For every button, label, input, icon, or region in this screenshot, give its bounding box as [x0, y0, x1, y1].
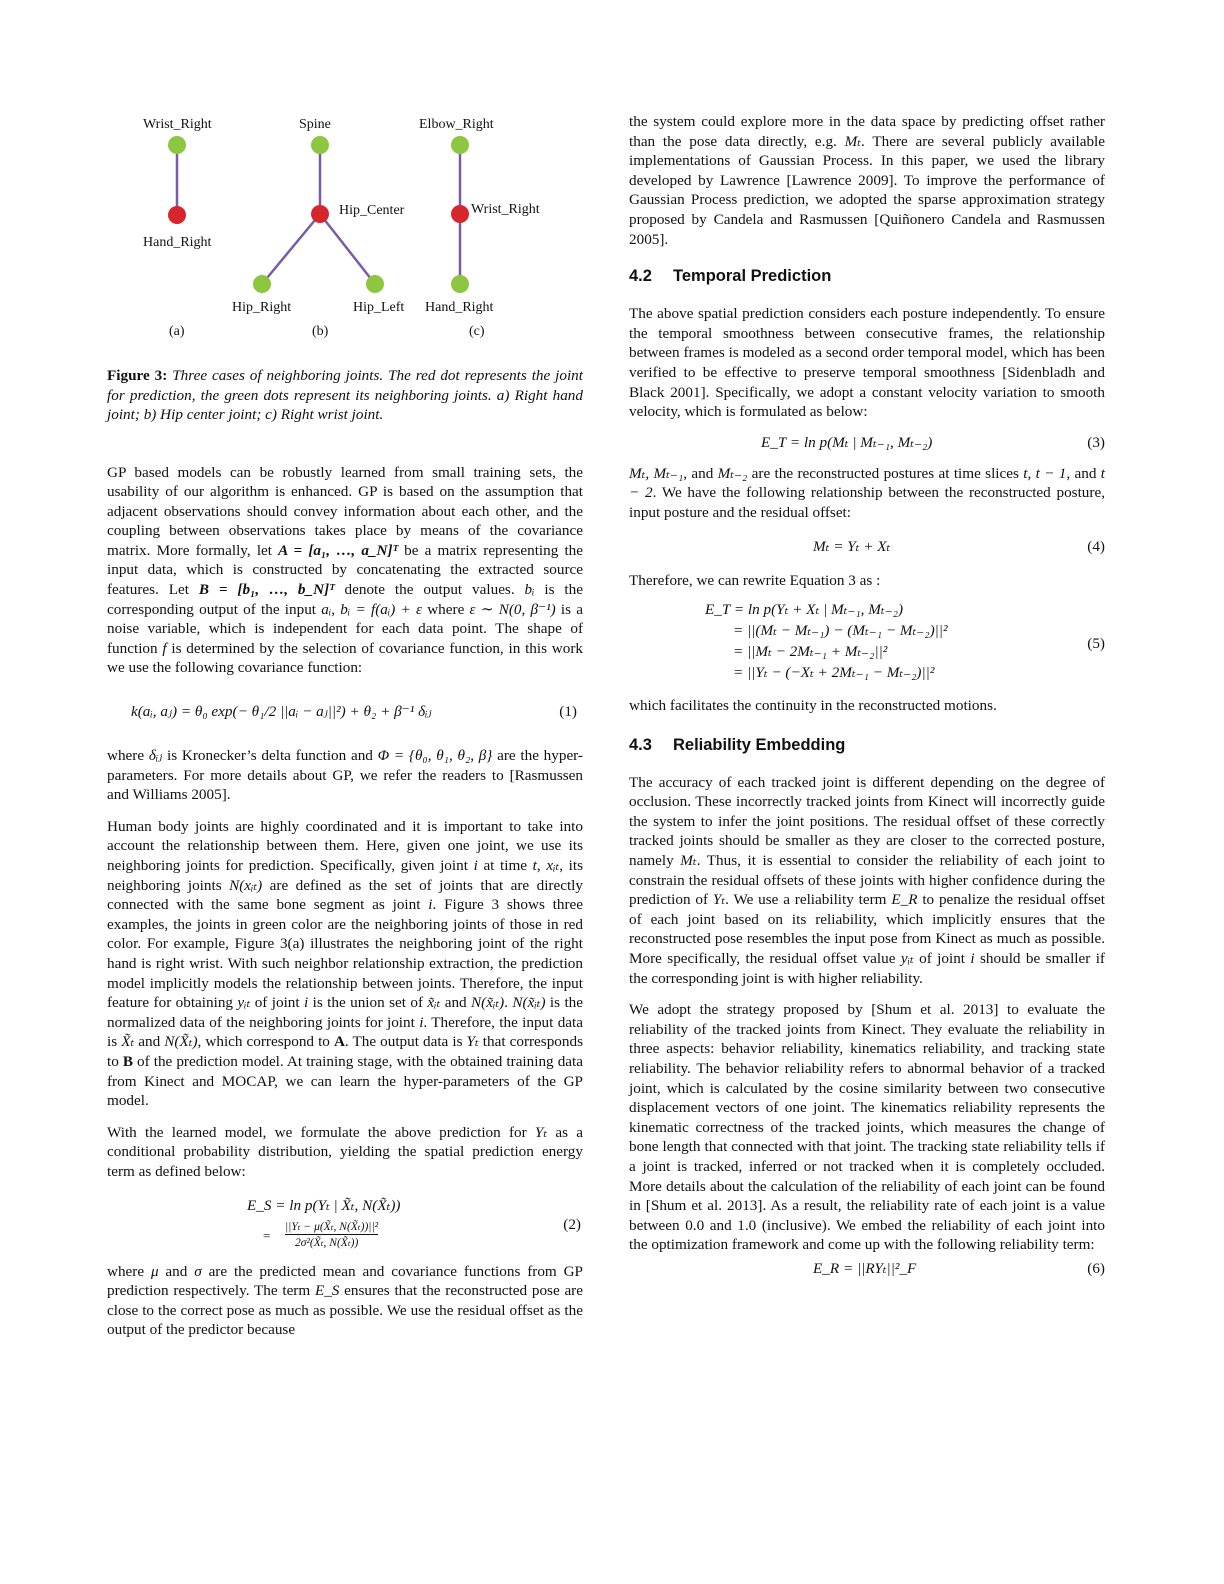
- joint-b-hipleft-green: [366, 275, 384, 293]
- caption-label: Figure 3:: [107, 367, 168, 384]
- sublabel-c: (c): [469, 324, 485, 339]
- paragraph-gp: GP based models can be robustly learned from small training sets, the usability of our algorithm is enhanced. GP is based on the assumption that adjacent observations should convey information about each other, and the coupling between observations takes place by means of the covariance matrix. More formally, let A = [a₁, …, a_N]ᵀ be a matrix representing the input data, which is constructed by concatenating the extracted source features. Let B = [b₁, …, b_N]ᵀ denote the output values. bᵢ is the corresponding output of the input aᵢ, bᵢ = f(aᵢ) + ε where ε ∼ N(0, β⁻¹) is a noise variable, which is independent for each data point. The shape of function f is determined by the selection of covariance function, in this work we use the following covariance function:: [107, 463, 584, 677]
- equation-5-number: (5): [1087, 635, 1105, 653]
- label-b-hipright: Hip_Right: [232, 300, 292, 315]
- paragraph-accuracy: The accuracy of each tracked joint is different depending on the degree of occlusion. These incorrectly tracked joints from Kinect will incorrectly guide the system to infer the joint positions. The residual offset of these correctly tracked joints should be smaller as they are closer to the corrected posture, namely Mₜ. Thus, it is essential to consider the reliability of each joint to constrain the residual offsets of these joints with higher confidence during the prediction of Yₜ. We use a reliability term E_R to penalize the residual offset of each joint based on its reliability, which implicitly ensures that the reconstructed pose resembles the input pose from Kinect as much as possible. More specifically, the residual offset value yᵢₜ of joint i should be smaller if the corresponding joint is with higher reliability.: [629, 773, 1106, 987]
- equation-6: [629, 1257, 1105, 1281]
- equation-3: [629, 428, 1105, 458]
- equation-5: [629, 598, 1105, 690]
- label-b-spine: Spine: [299, 117, 331, 132]
- joint-b-center-red: [311, 205, 329, 223]
- joint-a-hand-red: [168, 206, 186, 224]
- joint-b-spine-green: [311, 136, 329, 154]
- paragraph-offset: the system could explore more in the data space by predicting offset rather than the pose data directly, e.g. Mₜ. There are several publicly available implementations of Gaussian Process. In this paper, we used the library developed by Lawrence [Lawrence 2009]. To improve the performance of Gaussian Process prediction, we adopted the sparse approximation strategy proposed by Candela and Rasmussen [Quiñonero Candela and Rasmussen 2005].: [629, 113, 1105, 248]
- equation-4: [629, 529, 1105, 565]
- joint-diagram: [107, 112, 583, 352]
- joint-c-elbow-green: [451, 136, 469, 154]
- paragraph-neighbors: Human body joints are highly coordinated and it is important to take into account the relationship between them. Here, given one joint, we use its neighboring joints for prediction. Specifically, given joint i at time t, xᵢₜ, its neighboring joints N(xᵢₜ) are defined as the set of joints that are directly connected with the same bone segment as joint i. Figure 3 shows three examples, the joints in green color are the neighboring joints of those in red color. For example, Figure 3(a) illustrates the neighboring joint of the right hand is right wrist. With such neighbor relationship extraction, the prediction model implicitly models the relationship between joints. Therefore, the input feature for obtaining yᵢₜ of joint i is the union set of x̃ᵢₜ and N(x̃ᵢₜ). N(x̃ᵢₜ) is the normalized data of the neighboring joints for joint i. Therefore, the input data is X̃ₜ and N(X̃ₜ), which correspond to A. The output data is Yₜ that corresponds to B of the prediction model. At training stage, with the obtained training data from Kinect and MOCAP, we can learn the hyper-parameters of the GP model.: [107, 817, 584, 1110]
- joint-c-hand-green: [451, 275, 469, 293]
- section-heading-4-3: 4.3 Reliability Embedding: [629, 735, 846, 754]
- paragraph-continuity: which facilitates the continuity in the reconstructed motions.: [629, 697, 997, 715]
- equation-2-line1: E_S = ln p(Yₜ | X̃ₜ, N(X̃ₜ)): [247, 1196, 401, 1214]
- equation-6-number: (6): [1087, 1259, 1105, 1277]
- paragraph-rewrite: Therefore, we can rewrite Equation 3 as :: [629, 571, 881, 589]
- label-c-hand: Hand_Right: [425, 300, 494, 315]
- equation-5-line1: E_T = ln p(Yₜ + Xₜ | Mₜ₋₁, Mₜ₋₂): [705, 601, 904, 619]
- equation-2-number: (2): [563, 1215, 581, 1233]
- label-a-wrist: Wrist_Right: [143, 117, 212, 132]
- equation-1: [107, 692, 583, 732]
- equation-5-line2: = ||(Mₜ − Mₜ₋₁) − (Mₜ₋₁ − Mₜ₋₂)||²: [733, 622, 948, 640]
- paragraph-strategy: We adopt the strategy proposed by [Shum et al. 2013] to evaluate the reliability of the tracked joints from Kinect. They evaluate the reliability in three aspects: behavior reliability, kinematics reliability, and tracking state reliability. The behavior reliability refers to abnormal behavior of a tracked joint, which is calculated by the cosine similarity between two consecutive displacement vectors of one joint. The kinematics reliability represents the kinematic correctness of the tracked joints, which measures the change of bone length that connected with that joint. The tracking state reliability tells if a joint is tracked, inferred or not tracked when it is completely occluded. More details about the calculation of the reliability of each joint can be found in [Shum et al. 2013]. As a result, the reliability rate of each joint is a value between 0.0 and 1.0 (inclusive). We embed the reliability of each joint into the optimization framework and come up with the following reliability term:: [629, 1001, 1105, 1254]
- joint-b-hipright-green: [253, 275, 271, 293]
- figure-3: [107, 112, 583, 352]
- label-b-hipleft: Hip_Left: [353, 300, 405, 315]
- figure-caption: [107, 366, 583, 425]
- equation-1-body: k(aᵢ, aⱼ) = θ₀ exp(− θ₁/2 ||aᵢ − aⱼ||²) + θ₂ + β⁻¹ δᵢⱼ: [131, 703, 432, 721]
- label-b-center: Hip_Center: [339, 203, 405, 218]
- equation-1-number: (1): [559, 703, 577, 721]
- left-column: [107, 112, 583, 1340]
- paragraph-postures: Mₜ, Mₜ₋₁, and Mₜ₋₂ are the reconstructed postures at time slices t, t − 1, and t − 2. We have the following relationship between the reconstructed posture, input posture and the residual offset:: [629, 464, 1105, 521]
- paragraph-spatial: With the learned model, we formulate the above prediction for Yₜ as a conditional probability distribution, yielding the spatial prediction energy term as defined below:: [107, 1123, 583, 1180]
- equation-2: E_S = ln p(Yₜ | X̃ₜ, N(X̃ₜ)) = ||Yₜ − μ(X̃ₜ, N(X̃ₜ))||² 2σ²(X̃ₜ, N(X̃ₜ)) (2): [247, 1196, 581, 1249]
- caption-text: Three cases of neighboring joints. The red dot represents the joint for prediction, the green dots represent its neighboring joints. a) Right hand joint; b) Hip center joint; c) Right wrist joint.: [107, 367, 583, 423]
- equation-2-denominator: 2σ²(X̃ₜ, N(X̃ₜ)): [295, 1236, 359, 1249]
- equation-3-body: E_T = ln p(Mₜ | Mₜ₋₁, Mₜ₋₂): [761, 433, 933, 451]
- equation-2-numerator: ||Yₜ − μ(X̃ₜ, N(X̃ₜ))||²: [285, 1220, 379, 1233]
- equation-4-number: (4): [1087, 537, 1105, 555]
- equation-5-line3: = ||Mₜ − 2Mₜ₋₁ + Mₜ₋₂||²: [733, 643, 888, 661]
- paragraph-mu-sigma: where μ and σ are the predicted mean and covariance functions from GP prediction respectively. The term E_S ensures that the reconstructed pose are close to the correct pose as much as possible. We use the residual offset as the output of the predictor because: [107, 1262, 583, 1339]
- sublabel-a: (a): [169, 324, 185, 339]
- joint-c-wrist-red: [451, 205, 469, 223]
- label-c-wrist: Wrist_Right: [471, 202, 540, 217]
- label-a-hand: Hand_Right: [143, 235, 212, 250]
- bone-b-hip-right: [262, 214, 320, 284]
- section-heading-4-2: 4.2 Temporal Prediction: [629, 267, 832, 286]
- equation-3-number: (3): [1087, 433, 1105, 451]
- right-column: [629, 112, 1105, 1281]
- label-c-elbow: Elbow_Right: [419, 117, 494, 132]
- equation-4-body: Mₜ = Yₜ + Xₜ: [813, 537, 891, 555]
- equation-5-line4: = ||Yₜ − (−Xₜ + 2Mₜ₋₁ − Mₜ₋₂)||²: [733, 664, 935, 682]
- sublabel-b: (b): [312, 324, 329, 339]
- paragraph-kronecker: where δᵢⱼ is Kronecker’s delta function and Φ = {θ₀, θ₁, θ₂, β} are the hyper-parameters. For more details about GP, we refer the readers to [Rasmussen and Williams 2005].: [107, 747, 583, 804]
- paragraph-temporal: The above spatial prediction considers each posture independently. To ensure the temporal smoothness between consecutive frames, the relationship between frames is modeled as a second order temporal model, which has been verified to be effective to preserve temporal smoothness [Sidenbladh and Black 2001]. Specifically, we adopt a constant velocity variation to smooth velocity, which is formulated as below:: [629, 305, 1105, 421]
- bone-b-hip-left: [320, 214, 375, 284]
- joint-a-wrist-green: [168, 136, 186, 154]
- equation-6-body: E_R = ||RYₜ||²_F: [813, 1259, 917, 1277]
